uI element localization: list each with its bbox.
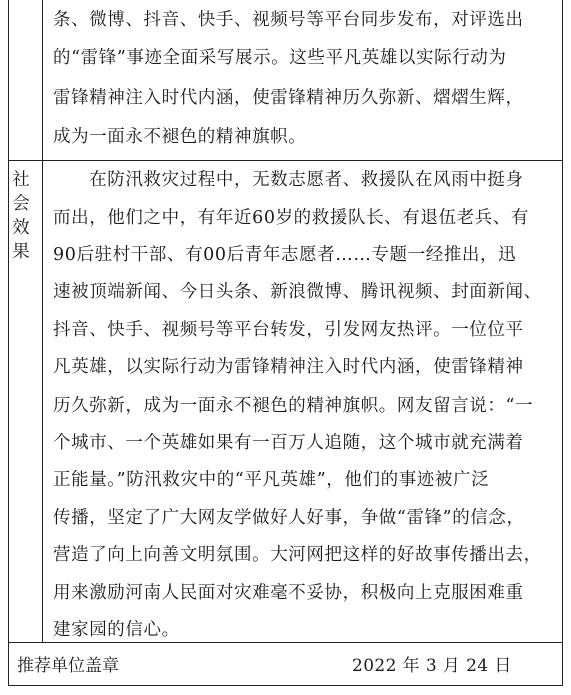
text-line: 凡英雄，以实际行动为雷锋精神注入时代内涵，使雷锋精神 [53, 357, 524, 377]
form-table [8, 0, 563, 686]
text-line: 成为一面永不褪色的精神旗帜。 [53, 127, 307, 147]
signature-date: 2022 年 3 月 24 日 [352, 656, 512, 676]
column-divider [42, 0, 43, 642]
row-divider-bottom [9, 642, 562, 643]
text-line: 抖音、快手、视频号等平台转发，引发网友热评。一位位平 [53, 320, 524, 340]
label-char: 果 [12, 242, 30, 262]
text-line: 速被顶端新闻、今日头条、新浪微博、腾讯视频、封面新闻、 [53, 282, 542, 302]
label-char: 会 [12, 194, 30, 214]
text-line: 个城市、一个英雄如果有一百万人追随，这个城市就充满着 [53, 433, 524, 453]
text-line: 正能量。”防汛救灾中的“平凡英雄”，他们的事迹被广泛 [53, 470, 490, 490]
row-divider-top [9, 160, 562, 161]
text-line: 在防汛救灾过程中，无数志愿者、救援队在风雨中挺身 [53, 170, 524, 190]
label-char: 效 [12, 218, 30, 238]
text-line: 营造了向上向善文明氛围。大河网把这样的好故事传播出去， [53, 545, 542, 565]
text-line: 的“雷锋”事迹全面采写展示。这些平凡英雄以实际行动为 [53, 48, 507, 68]
text-line: 条、微博、抖音、快手、视频号等平台同步发布，对评选出 [53, 10, 524, 30]
text-line: 传播，坚定了广大网友学做好人好事，争做“雷锋”的信念， [53, 508, 525, 528]
recommending-unit-seal-label: 推荐单位盖章 [17, 656, 119, 676]
text-line: 雷锋精神注入时代内涵，使雷锋精神历久弥新、熠熠生辉， [53, 88, 524, 108]
text-line: 历久弥新，成为一面永不褪色的精神旗帜。网友留言说：“一 [53, 396, 534, 416]
text-line: 用来激励河南人民面对灾难毫不妥协，积极向上克服困难重 [53, 583, 524, 603]
text-line: 90后驻村干部、有00后青年志愿者……专题一经推出，迅 [53, 245, 517, 265]
text-line: 而出，他们之中，有年近60岁的救援队长、有退伍老兵、有 [53, 208, 529, 228]
label-char: 社 [12, 170, 30, 190]
text-line: 建家园的信心。 [53, 620, 180, 640]
